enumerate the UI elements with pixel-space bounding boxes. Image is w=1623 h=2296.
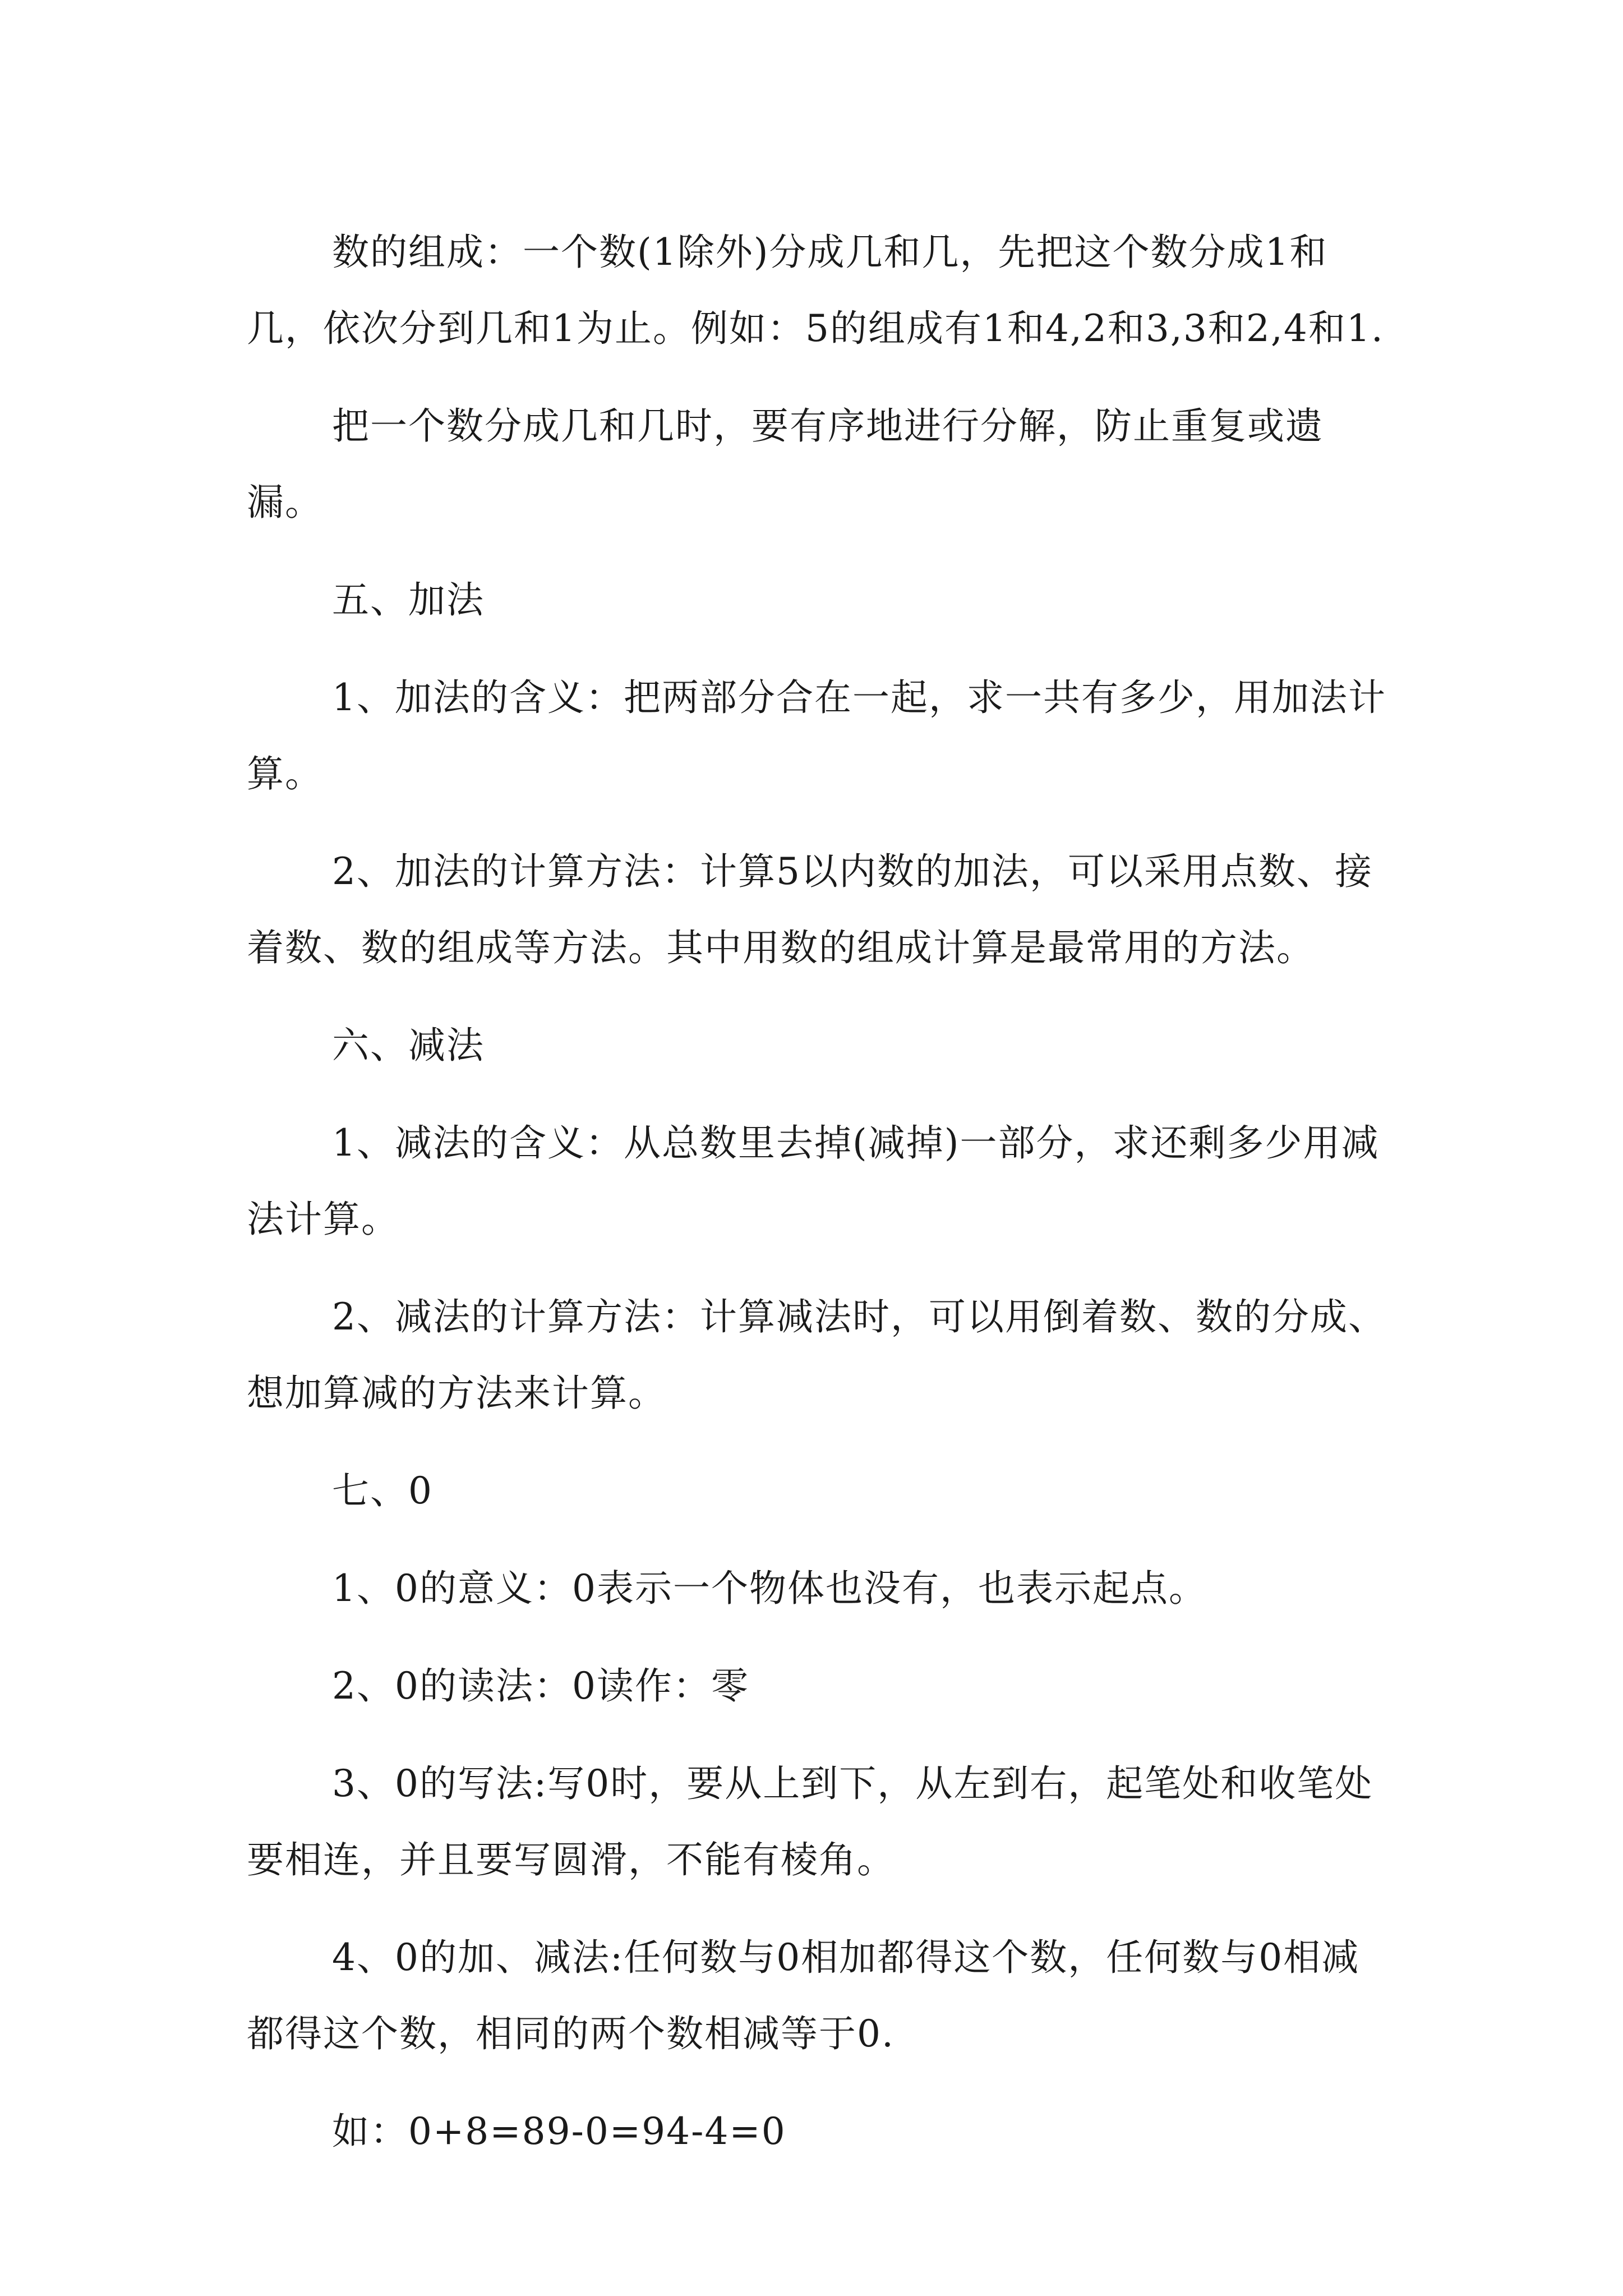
paragraph-zero-meaning: 1、0的意义：0表示一个物体也没有，也表示起点。 (332, 1567, 1207, 1610)
section-heading-subtraction: 六、减法 (332, 1024, 485, 1067)
paragraph-subtraction-meaning: 1、减法的含义：从总数里去掉(减掉)一部分，求还剩多少用减法计算。 (247, 1121, 1380, 1241)
paragraph-ordered-decomposition: 把一个数分成几和几时，要有序地进行分解，防止重复或遗漏。 (247, 404, 1324, 524)
paragraph-zero-examples: 如：0+8=89-0=94-4=0 (332, 2110, 786, 2153)
paragraph-subtraction-method: 2、减法的计算方法：计算减法时，可以用倒着数、数的分成、想加算减的方法来计算。 (247, 1295, 1386, 1415)
section-heading-zero: 七、0 (332, 1469, 433, 1512)
section-heading-addition: 五、加法 (332, 578, 485, 622)
document-body (247, 214, 1391, 2191)
paragraph-addition-method: 2、加法的计算方法：计算5以内数的加法，可以采用点数、接着数、数的组成等方法。其中用数的组成计算是最常用的方法。 (247, 850, 1373, 969)
paragraph-addition-meaning: 1、加法的含义：把两部分合在一起，求一共有多少，用加法计算。 (247, 676, 1386, 795)
paragraph-zero-writing: 3、0的写法:写0时，要从上到下，从左到右，起笔处和收笔处要相连，并且要写圆滑，不能有棱角。 (247, 1762, 1373, 1881)
paragraph-zero-arithmetic: 4、0的加、减法:任何数与0相加都得这个数，任何数与0相减都得这个数，相同的两个数相减等于0. (247, 1936, 1360, 2055)
paragraph-zero-reading: 2、0的读法：0读作：零 (332, 1664, 749, 1708)
paragraph-number-composition: 数的组成：一个数(1除外)分成几和几，先把这个数分成1和几，依次分到几和1为止。例如：5的组成有1和4,2和3,3和2,4和1. (247, 231, 1384, 350)
